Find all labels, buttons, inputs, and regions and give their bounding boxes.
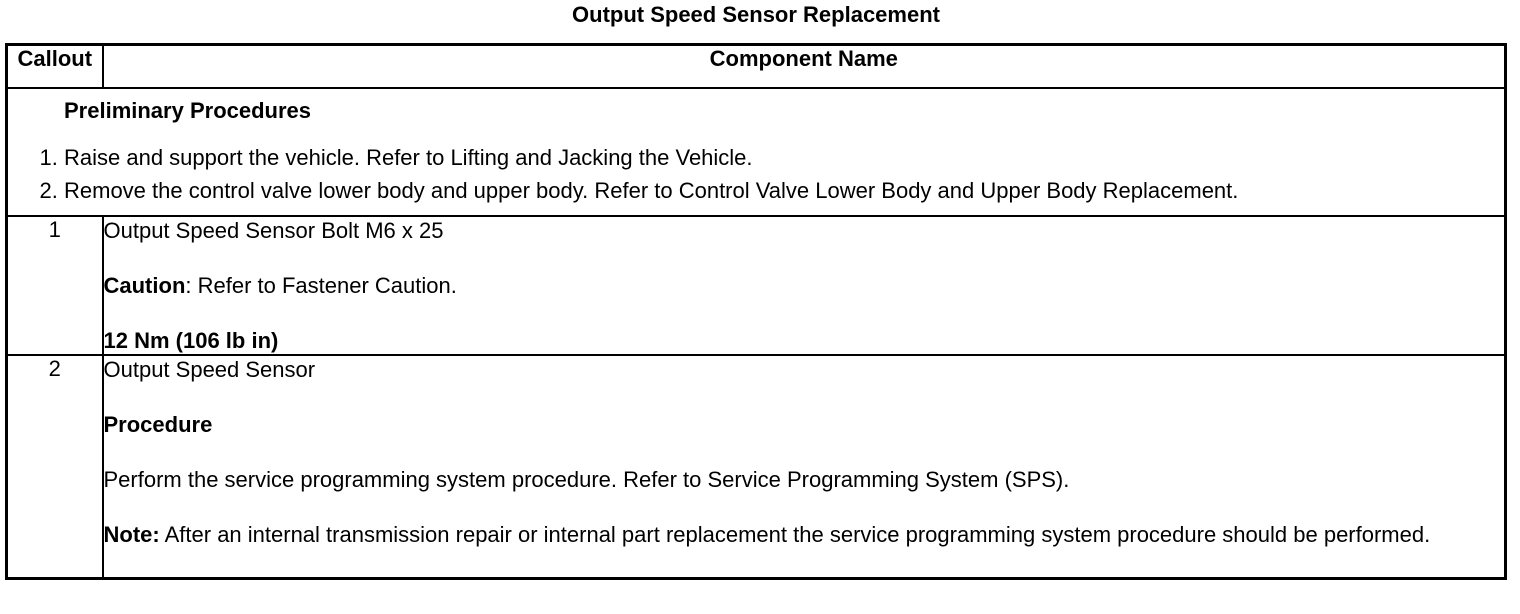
- header-component-name: Component Name: [103, 45, 1506, 89]
- component-name: Output Speed Sensor: [103, 357, 316, 382]
- component-cell: [103, 355, 1506, 579]
- table-row: [7, 216, 1506, 355]
- note-text: After an internal transmission repair or internal part replacement the service programming system procedure should be performed.: [159, 522, 1431, 547]
- callout-table: [5, 43, 1507, 580]
- caution-text: : Refer to Fastener Caution.: [185, 273, 457, 298]
- preliminary-step: 1. Raise and support the vehicle. Refer to Lifting and Jacking the Vehicle.: [64, 141, 1504, 174]
- procedure-text: Perform the service programming system procedure. Refer to Service Programming System (SPS).: [103, 467, 1070, 492]
- procedure-label: Procedure: [103, 412, 213, 437]
- header-callout: Callout: [7, 45, 103, 89]
- callout-number: 1: [7, 216, 103, 355]
- preliminary-steps: [8, 141, 1504, 207]
- callout-number: 2: [7, 355, 103, 579]
- preliminary-row: [7, 88, 1506, 216]
- preliminary-step: 2. Remove the control valve lower body and upper body. Refer to Control Valve Lower Body and Upper Body Replacement.: [64, 174, 1504, 207]
- torque-spec: 12 Nm (106 lb in): [103, 328, 279, 353]
- preliminary-cell: [7, 88, 1506, 216]
- component-cell: [103, 216, 1506, 355]
- preliminary-heading: Preliminary Procedures: [64, 98, 312, 123]
- note-label: Note:: [103, 522, 160, 547]
- table-row: [7, 355, 1506, 579]
- component-name: Output Speed Sensor Bolt M6 x 25: [103, 218, 444, 243]
- caution-line: [104, 272, 1505, 299]
- table-header-row: [7, 45, 1506, 89]
- note-line: [104, 521, 1505, 548]
- document-title: Output Speed Sensor Replacement: [572, 2, 940, 27]
- caution-label: Caution: [103, 273, 186, 298]
